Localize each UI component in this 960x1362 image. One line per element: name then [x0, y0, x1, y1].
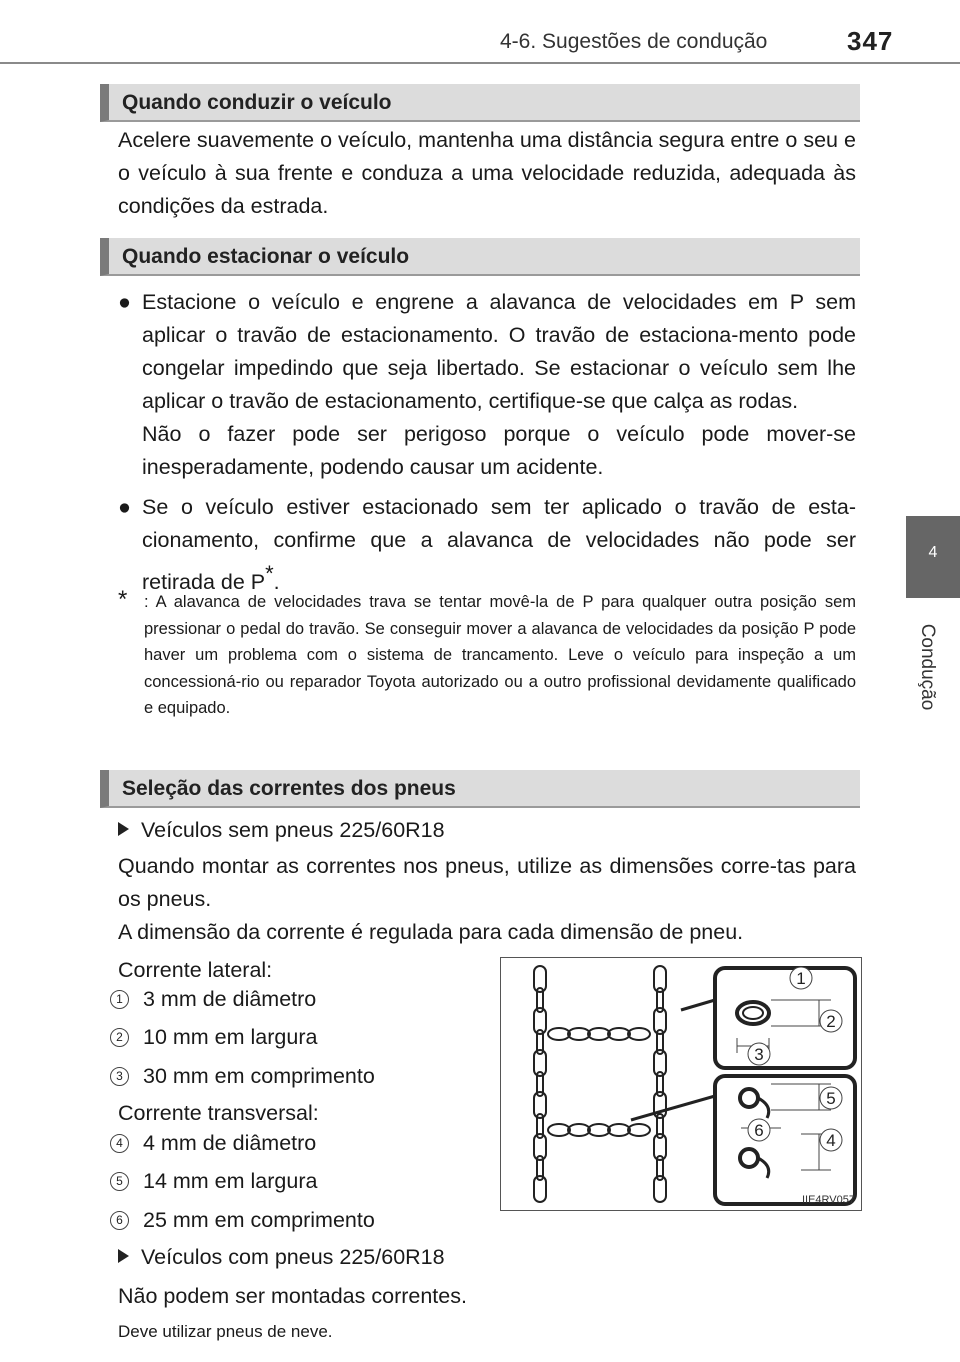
spec-item — [116, 1208, 375, 1233]
triangle-bullet-icon — [118, 822, 129, 836]
callout-3: 3 — [754, 1045, 764, 1064]
spec-value: 3 mm de diâmetro — [143, 987, 317, 1011]
chains-paragraph-3: Não podem ser montadas correntes. — [118, 1284, 467, 1308]
footnote — [118, 586, 856, 722]
parking-bullet-1 — [118, 286, 856, 484]
triangle-bullet-icon — [118, 1249, 129, 1263]
callout-1: 1 — [796, 969, 806, 988]
footnote-text: : A alavanca de velocidades trava se tentar movê-la de P para qualquer outra posição sem pressionar o pedal do travão. Se conseguir mover a alavanca de velocidades da posição P pode haver um problema com o sistema de trancamento. Leve o veículo para inspeção a um concessioná-rio ou reparador Toyota autorizado ou a outro profissional devidamente qualificado e equipado. — [144, 593, 856, 717]
callout-4: 4 — [826, 1131, 836, 1150]
section-title-parking — [100, 238, 860, 276]
side-chain-label: Corrente lateral: — [118, 958, 273, 982]
footnote-star: * — [118, 586, 128, 613]
cross-chain-label: Corrente transversal: — [118, 1101, 319, 1125]
spec-value: 25 mm em comprimento — [143, 1208, 375, 1232]
section-title-parking-text: Quando estacionar o veículo — [122, 245, 410, 268]
chains-paragraph-4: Deve utilizar pneus de neve. — [118, 1322, 333, 1341]
bullet-dot-icon: ● — [118, 290, 131, 314]
chapter-label — [913, 612, 941, 722]
chains-item-1-text: Veículos sem pneus 225/60R18 — [141, 818, 445, 842]
spec-value: 14 mm em largura — [143, 1169, 318, 1193]
page-number: 347 — [847, 26, 894, 56]
chapter-label-text: Condução — [917, 623, 938, 711]
cross-chain-lower — [548, 1124, 650, 1136]
spec-item — [116, 1169, 318, 1194]
tire-chain-illustration — [500, 957, 862, 1211]
spec-item — [116, 1025, 318, 1050]
section-heading: 4-6. Sugestões de condução — [500, 30, 768, 53]
section-title-driving-text: Quando conduzir o veículo — [122, 91, 392, 114]
spec-value: 4 mm de diâmetro — [143, 1131, 317, 1155]
parking-bullet-2-text — [142, 491, 856, 599]
spec-value: 30 mm em comprimento — [143, 1064, 375, 1088]
chains-paragraph-1: Quando montar as correntes nos pneus, utilize as dimensões corre-tas para os pneus. — [118, 854, 856, 911]
chains-item-1 — [118, 818, 445, 843]
chapter-tab[interactable] — [906, 516, 960, 598]
callout-2: 2 — [826, 1012, 836, 1031]
cross-chain-upper — [548, 1028, 650, 1040]
spec-number: 1 — [110, 990, 129, 1009]
section-title-chains-text: Seleção das correntes dos pneus — [122, 777, 456, 800]
parking-bullet-1-warning: Não o fazer pode ser perigoso porque o veículo pode mover-se inesperadamente, podendo causar um acidente. — [142, 422, 856, 479]
spec-item — [116, 1131, 317, 1156]
spec-number: 5 — [110, 1172, 129, 1191]
section-title-chains — [100, 770, 860, 808]
chains-item-2 — [118, 1245, 445, 1270]
figure-id: IIE4RV057 — [801, 1194, 855, 1206]
callout-5: 5 — [826, 1089, 836, 1108]
spec-value: 10 mm em largura — [143, 1025, 318, 1049]
parking-bullet-2-end: . — [273, 570, 280, 595]
tire-chain-diagram — [501, 958, 861, 1210]
spec-number: 4 — [110, 1134, 129, 1153]
spec-number: 3 — [110, 1067, 129, 1086]
parking-bullet-1-text: Estacione o veículo e engrene a alavanca de velocidades em P sem aplicar o travão de estacionamento. O travão de estaciona-mento pode congelar impedindo que seja libertado. Se estacionar o veículo sem lhe aplicar o travão de estacionamento, certifique-se que calça as rodas. — [142, 290, 856, 413]
chapter-number: 4 — [928, 544, 938, 561]
header-divider — [0, 62, 960, 64]
parking-bullet-2 — [118, 491, 856, 599]
section-title-driving — [100, 84, 860, 122]
chains-paragraph-2: A dimensão da corrente é regulada para cada dimensão de pneu. — [118, 920, 744, 944]
driving-paragraph: Acelere suavemente o veículo, mantenha uma distância segura entre o seu e o veículo à sua frente e conduza a uma velocidade reduzida, adequada às condições da estrada. — [118, 128, 856, 218]
callout-6: 6 — [754, 1121, 764, 1140]
parking-bullet-2-body: Se o veículo estiver estacionado sem ter aplicado o travão de esta-cionamento, confirme que a alavanca de velocidades não pode ser retirada de P — [142, 495, 856, 595]
footnote-marker: * — [265, 561, 274, 586]
spec-number: 2 — [110, 1028, 129, 1047]
left-side-chain — [534, 966, 546, 1202]
bullet-dot-icon: ● — [118, 495, 131, 519]
right-side-chain — [654, 966, 666, 1202]
spec-item — [116, 1064, 375, 1089]
spec-item — [116, 987, 317, 1012]
chains-item-2-text: Veículos com pneus 225/60R18 — [141, 1245, 445, 1269]
spec-number: 6 — [110, 1211, 129, 1230]
